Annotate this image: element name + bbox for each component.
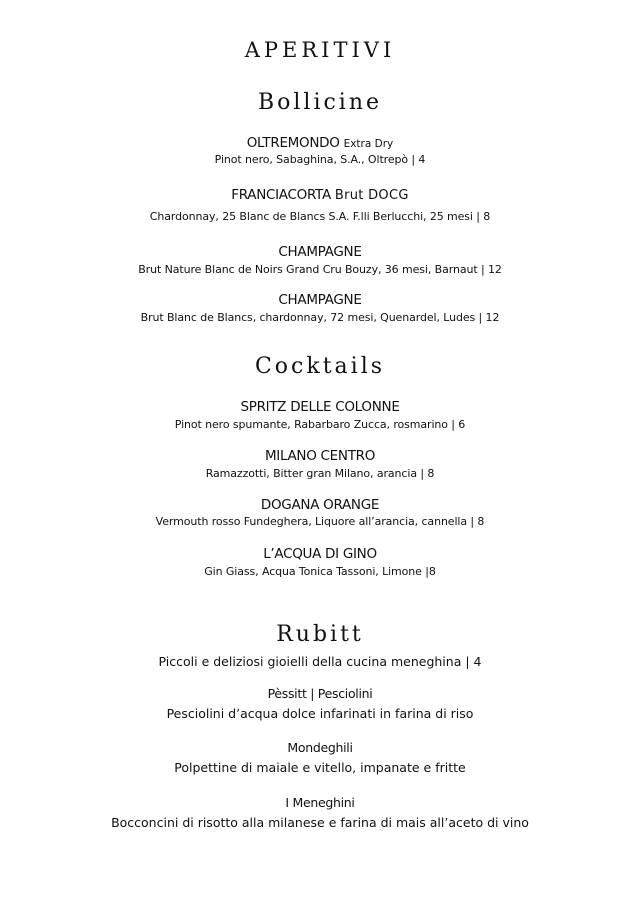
- menu-item-description: Ramazzotti, Bitter gran Milano, arancia | 8: [205, 467, 435, 480]
- item-extra: Extra Dry: [343, 138, 394, 150]
- menu-item-description: Vermouth rosso Fundeghera, Liquore all’arancia, cannella | 8: [155, 515, 485, 528]
- section-heading-rubitt: Rubitt: [276, 622, 364, 647]
- menu-item-description: Bocconcini di risotto alla milanese e farina di mais all’aceto di vino: [111, 815, 529, 830]
- menu-item-name: CHAMPAGNE: [278, 292, 362, 308]
- menu-item-description: Chardonnay, 25 Blanc de Blancs S.A. F.lli Berlucchi, 25 mesi | 8: [149, 210, 491, 223]
- section-heading-cocktails: Cocktails: [254, 354, 386, 379]
- menu-item-description: Gin Giass, Acqua Tonica Tassoni, Limone |8: [204, 565, 436, 578]
- section-intro: Piccoli e deliziosi gioielli della cucina meneghina | 4: [158, 654, 482, 669]
- menu-item-name: L’ACQUA DI GINO: [263, 546, 377, 562]
- item-name: OLTREMONDO: [246, 135, 340, 151]
- menu-item-name: I Meneghini: [285, 795, 355, 810]
- menu-item-description: Brut Blanc de Blancs, chardonnay, 72 mesi, Quenardel, Ludes | 12: [140, 311, 500, 324]
- item-name: FRANCIACORTA: [231, 187, 331, 203]
- menu-item-name: Mondeghili: [287, 740, 353, 755]
- menu-item-name: [0, 135, 640, 151]
- section-heading-bollicine: Bollicine: [257, 90, 383, 115]
- menu-item-description: Brut Nature Blanc de Noirs Grand Cru Bouzy, 36 mesi, Barnaut | 12: [138, 263, 502, 276]
- menu-item-name: MILANO CENTRO: [264, 448, 376, 464]
- menu-item-name: [0, 187, 640, 203]
- menu-item-name: Pèssitt | Pesciolini: [267, 686, 373, 701]
- menu-item-name: DOGANA ORANGE: [260, 497, 380, 513]
- menu-item-description: Pesciolini d’acqua dolce infarinati in farina di riso: [166, 706, 474, 721]
- menu-item-name: SPRITZ DELLE COLONNE: [240, 399, 400, 415]
- menu-item-description: Pinot nero, Sabaghina, S.A., Oltrepò | 4: [214, 153, 426, 166]
- page-title: APERITIVI: [244, 38, 396, 62]
- menu-item-description: Pinot nero spumante, Rabarbaro Zucca, rosmarino | 6: [174, 418, 466, 431]
- menu-item-description: Polpettine di maiale e vitello, impanate e fritte: [174, 760, 466, 775]
- menu-item-name: CHAMPAGNE: [278, 244, 362, 260]
- item-extra: Brut DOCG: [334, 188, 409, 203]
